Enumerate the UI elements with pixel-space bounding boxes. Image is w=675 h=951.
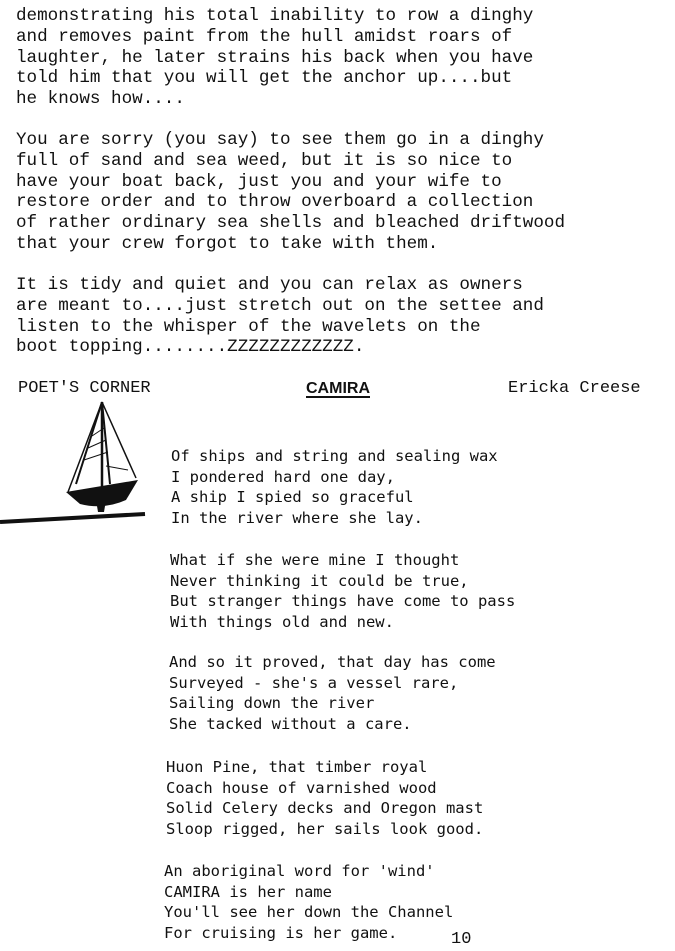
paragraph-relax: It is tidy and quiet and you can relax as owners are meant to....just stretch out on the settee and listen to the whisper of the wavelets on the boot topping........ZZZZZZZZZZZZ. <box>16 275 544 358</box>
stanza-5: An aboriginal word for 'wind' CAMIRA is her name You'll see her down the Channel For cruising is her game. <box>164 862 454 942</box>
stanza-4: Huon Pine, that timber royal Coach house of varnished wood Solid Celery decks and Oregon mast Sloop rigged, her sails look good. <box>166 758 484 838</box>
paragraph-rowing: demonstrating his total inability to row a dinghy and removes paint from the hull amidst roars of laughter, he later strains his back when you have told him that you will get the anchor up....but he knows how.... <box>16 6 534 110</box>
stanza-2: What if she were mine I thought Never thinking it could be true, But stranger things have come to pass With things old and new. <box>170 551 516 631</box>
poem-author: Ericka Creese <box>508 379 641 398</box>
poem-title: CAMIRA <box>306 380 370 397</box>
page-number: 10 <box>451 930 472 949</box>
stanza-3: And so it proved, that day has come Surveyed - she's a vessel rare, Sailing down the river She tacked without a care. <box>169 653 496 733</box>
paragraph-boat-back: You are sorry (you say) to see them go in a dinghy full of sand and sea weed, but it is so nice to have your boat back, just you and your wife to restore order and to throw overboard a collection of rather ordinary sea shells and bleached driftwood that your crew forgot to take with them. <box>16 130 566 254</box>
sailboat-icon <box>0 400 150 530</box>
section-label: POET'S CORNER <box>18 379 151 398</box>
stanza-1: Of ships and string and sealing wax I pondered hard one day, A ship I spied so graceful In the river where she lay. <box>171 447 498 527</box>
